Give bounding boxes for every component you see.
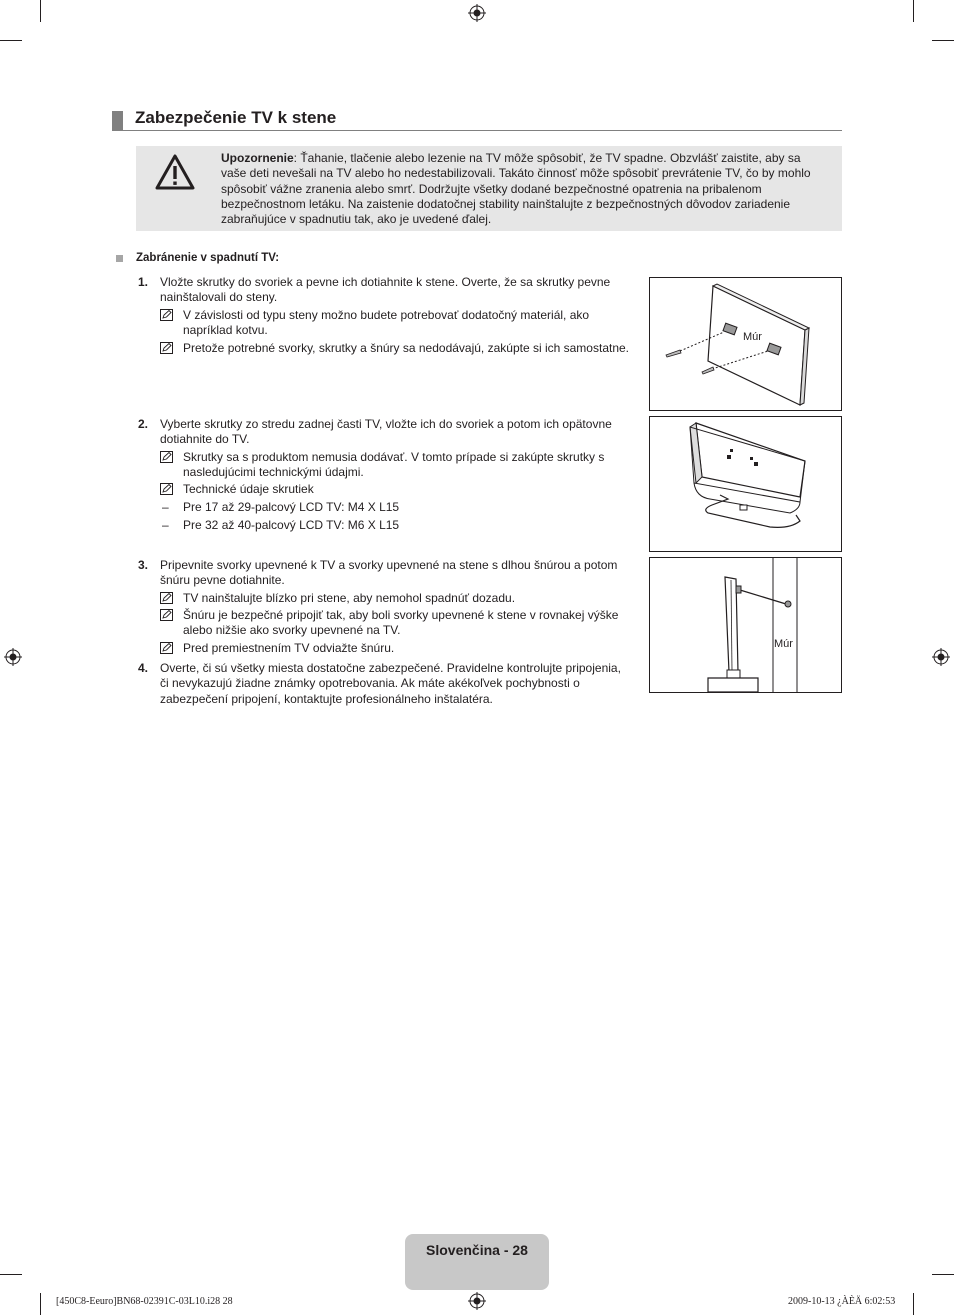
registration-mark-icon	[468, 4, 486, 22]
step-text: Vyberte skrutky zo stredu zadnej časti TV, vložte ich do svoriek a potom ich opätovne dotiahnite do TV.	[160, 417, 612, 447]
registration-mark-icon	[4, 648, 22, 666]
registration-mark-icon	[468, 1292, 486, 1310]
page-number: Slovenčina - 28	[426, 1242, 528, 1258]
note-icon	[160, 642, 173, 654]
wall-screws-illustration	[650, 278, 841, 410]
crop-mark	[0, 40, 22, 41]
note-icon	[160, 342, 173, 354]
dash-marker: –	[162, 500, 169, 514]
section-title: Zabránenie v spadnutí TV:	[136, 252, 280, 264]
warning-label: Upozornenie	[221, 151, 294, 165]
note-icon	[160, 309, 173, 321]
print-info-right: 2009-10-13 ¿ÀÈÄ 6:02:53	[788, 1296, 896, 1307]
crop-mark	[932, 1274, 954, 1275]
note-icon	[160, 451, 173, 463]
warning-triangle-icon	[155, 154, 195, 190]
step-number: 2.	[138, 417, 149, 431]
figure-tv-back	[649, 416, 842, 552]
step-note: Pretože potrebné svorky, skrutky a šnúry sa nedodávajú, zakúpte si ich samostatne.	[183, 341, 630, 355]
dash-marker: –	[162, 518, 169, 532]
note-icon	[160, 609, 173, 621]
figure-wall-screws	[649, 277, 842, 411]
spec-item: Pre 32 až 40-palcový LCD TV: M6 X L15	[183, 518, 400, 532]
warning-text	[221, 151, 821, 227]
step-text: Pripevnite svorky upevnené k TV a svorky upevnené na stene s dlhou šnúrou a potom šnúru pevne dotiahnite.	[160, 558, 618, 588]
step-note: Pred premiestnením TV odviažte šnúru.	[183, 641, 395, 655]
crop-mark	[40, 0, 41, 22]
crop-mark	[913, 1293, 914, 1315]
registration-mark-icon	[932, 648, 950, 666]
step-note: TV nainštalujte blízko pri stene, aby nemohol spadnúť dozadu.	[183, 591, 516, 605]
crop-mark	[913, 0, 914, 22]
tv-back-illustration	[650, 417, 841, 551]
crop-mark	[932, 40, 954, 41]
print-info-left: [450C8-Eeuro]BN68-02391C-03L10.i28 28	[56, 1296, 233, 1307]
step-number: 1.	[138, 275, 149, 289]
tv-cord-illustration	[650, 558, 841, 692]
step-note: Technické údaje skrutiek	[183, 482, 314, 496]
warning-body: : Ťahanie, tlačenie alebo lezenie na TV môže spôsobiť, že TV spadne. Obzvlášť zaistite, aby sa vaše deti nevešali na TV alebo ho nedestabilizovali. Takáto činnosť môže spôsobiť prevrátenie TV, čo by mohlo spôsobiť vážne zranenia alebo smrť. Dodržujte všetky dodané bezpečnostné opatrenia na pribalenom bezpečnostnom letáku. Na zaistenie dodatočnej stability nainštalujte z bezpečnostných dôvodov zariadenie zabraňujúce v spadnutiu tak, ako je uvedené ďalej.	[221, 151, 811, 227]
note-icon	[160, 483, 173, 495]
step-note: Skrutky sa s produktom nemusia dodávať. V tomto prípade si zakúpte skrutky s nasledujúcimi technickými údajmi.	[183, 450, 605, 480]
heading-rule	[112, 130, 842, 131]
wall-label: Múr	[774, 638, 793, 650]
figure-tv-cord	[649, 557, 842, 693]
step-text: Overte, či sú všetky miesta dostatočne zabezpečené. Pravidelne kontrolujte pripojenia, či nevykazujú žiadne známky opotrebovania. Ak máte akékoľvek pochybnosti o zabezpečení pripojení, kontaktujte profesionálneho inštalatéra.	[160, 661, 621, 706]
heading-bar	[112, 111, 123, 131]
step-text: Vložte skrutky do svoriek a pevne ich dotiahnite k stene. Overte, že sa skrutky pevne nainštalovali do steny.	[160, 275, 611, 305]
crop-mark	[40, 1293, 41, 1315]
crop-mark	[0, 1274, 22, 1275]
spec-item: Pre 17 až 29-palcový LCD TV: M4 X L15	[183, 500, 400, 514]
note-icon	[160, 592, 173, 604]
step-note: Šnúru je bezpečné pripojiť tak, aby boli svorky upevnené k stene v rovnakej výške alebo nižšie ako svorky upevnené na TV.	[183, 608, 619, 638]
page-title: Zabezpečenie TV k stene	[135, 108, 337, 127]
bullet-square	[116, 255, 123, 262]
wall-label: Múr	[743, 331, 762, 343]
step-number: 3.	[138, 558, 149, 572]
step-number: 4.	[138, 661, 149, 675]
step-note: V závislosti od typu steny možno budete potrebovať dodatočný materiál, ako napríklad kotvu.	[183, 308, 590, 338]
